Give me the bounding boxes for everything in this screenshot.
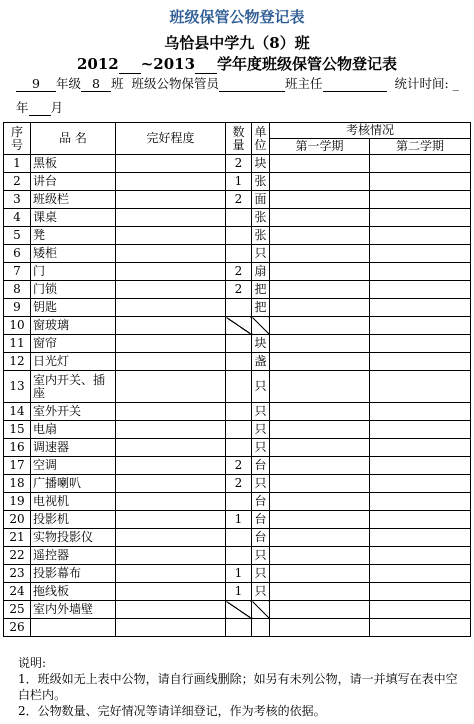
table-row (4, 209, 471, 227)
row-term1 (270, 421, 370, 439)
row-unit: 只 (252, 475, 270, 493)
table-row (4, 601, 471, 619)
table-row (4, 353, 471, 371)
row-condition (116, 439, 226, 457)
row-term1 (270, 227, 370, 245)
row-qty (226, 529, 252, 547)
row-term2 (370, 403, 471, 421)
row-no: 20 (4, 511, 31, 529)
notes-heading: 说明: (18, 656, 47, 670)
row-term1 (270, 245, 370, 263)
grade-label: 年级 (56, 76, 82, 91)
stat-label: 统计时间: _ (394, 76, 459, 91)
row-qty: 1 (226, 565, 252, 583)
table-row (4, 403, 471, 421)
header-qty: 数量 (226, 123, 252, 155)
row-unit: 只 (252, 421, 270, 439)
row-qty (226, 299, 252, 317)
row-unit: 只 (252, 245, 270, 263)
row-no: 21 (4, 529, 31, 547)
row-no: 22 (4, 547, 31, 565)
row-name: 矮柜 (31, 245, 116, 263)
row-term1 (270, 281, 370, 299)
row-qty (226, 421, 252, 439)
row-qty: 2 (226, 155, 252, 173)
table-row (4, 245, 471, 263)
row-condition (116, 403, 226, 421)
row-unit (252, 601, 270, 619)
row-qty (226, 353, 252, 371)
school-class-title: 乌恰县中学九（8）班 (164, 34, 310, 52)
table-row (4, 457, 471, 475)
row-term2 (370, 191, 471, 209)
row-term1 (270, 529, 370, 547)
teacher-blank (323, 76, 387, 92)
row-name: 日光灯 (31, 353, 116, 371)
row-name: 室外开关 (31, 403, 116, 421)
document-title: 班级保管公物登记表 (169, 8, 305, 26)
row-term2 (370, 335, 471, 353)
table-row (4, 475, 471, 493)
row-qty (226, 209, 252, 227)
row-no: 19 (4, 493, 31, 511)
row-term2 (370, 317, 471, 335)
row-no: 23 (4, 565, 31, 583)
row-condition (116, 191, 226, 209)
row-qty (226, 547, 252, 565)
row-no: 3 (4, 191, 31, 209)
table-row (4, 439, 471, 457)
row-qty: 1 (226, 583, 252, 601)
row-term2 (370, 547, 471, 565)
table-row (4, 227, 471, 245)
row-term1 (270, 475, 370, 493)
table-row (4, 529, 471, 547)
row-qty: 1 (226, 511, 252, 529)
table-row (4, 493, 471, 511)
row-no: 2 (4, 173, 31, 191)
row-name: 拖线板 (31, 583, 116, 601)
row-term1 (270, 547, 370, 565)
row-term1 (270, 619, 370, 637)
class-label: 班 (111, 76, 124, 91)
row-term1 (270, 209, 370, 227)
row-name: 遥控器 (31, 547, 116, 565)
table-row (4, 191, 471, 209)
year-blank-1 (119, 55, 141, 74)
row-unit: 只 (252, 403, 270, 421)
row-condition (116, 511, 226, 529)
row-term1 (270, 601, 370, 619)
header-no: 序号 (4, 123, 31, 155)
table-row (4, 583, 471, 601)
row-unit: 只 (252, 583, 270, 601)
row-term2 (370, 601, 471, 619)
row-no: 26 (4, 619, 31, 637)
row-condition (116, 493, 226, 511)
table-row (4, 335, 471, 353)
row-name: 实物投影仪 (31, 529, 116, 547)
row-name: 电视机 (31, 493, 116, 511)
row-qty (226, 317, 252, 335)
year-end: 2013 (153, 55, 196, 73)
table-row (4, 155, 471, 173)
row-term1 (270, 565, 370, 583)
row-unit: 只 (252, 565, 270, 583)
row-term2 (370, 209, 471, 227)
row-condition (116, 173, 226, 191)
row-term1 (270, 263, 370, 281)
row-condition (116, 601, 226, 619)
register-title-suffix: 学年度班级保管公物登记表 (217, 55, 398, 73)
note-item-2: 2．公物数量、完好情况等请详细登记，作为考核的依据。 (18, 704, 326, 718)
table-row (4, 317, 471, 335)
row-condition (116, 209, 226, 227)
year-start: 2012 (76, 55, 119, 73)
row-no: 7 (4, 263, 31, 281)
row-term2 (370, 299, 471, 317)
row-unit: 只 (252, 439, 270, 457)
row-term1 (270, 439, 370, 457)
row-no: 5 (4, 227, 31, 245)
row-name: 调速器 (31, 439, 116, 457)
table-row (4, 619, 471, 637)
row-unit: 张 (252, 227, 270, 245)
row-unit: 张 (252, 209, 270, 227)
row-name: 凳 (31, 227, 116, 245)
row-no: 1 (4, 155, 31, 173)
row-no: 11 (4, 335, 31, 353)
row-condition (116, 317, 226, 335)
row-qty: 2 (226, 263, 252, 281)
row-condition (116, 353, 226, 371)
header-condition: 完好程度 (116, 123, 226, 155)
row-term2 (370, 353, 471, 371)
row-unit: 张 (252, 173, 270, 191)
row-qty (226, 371, 252, 403)
row-no: 8 (4, 281, 31, 299)
row-no: 14 (4, 403, 31, 421)
header-check: 考核情况 (270, 123, 471, 139)
table-row (4, 421, 471, 439)
row-unit: 把 (252, 299, 270, 317)
row-term2 (370, 493, 471, 511)
header-name: 品 名 (31, 123, 116, 155)
row-unit: 盏 (252, 353, 270, 371)
table-row (4, 299, 471, 317)
row-no: 6 (4, 245, 31, 263)
row-condition (116, 263, 226, 281)
row-term1 (270, 493, 370, 511)
row-condition (116, 421, 226, 439)
year-label: 年 (16, 100, 29, 115)
row-qty: 2 (226, 457, 252, 475)
row-term2 (370, 281, 471, 299)
row-qty: 2 (226, 475, 252, 493)
row-unit (252, 317, 270, 335)
note-item-1: 1．班级如无上表中公物，请自行画线删除；如另有未列公物，请一并填写在表中空白栏内。 (18, 672, 458, 702)
row-term1 (270, 457, 370, 475)
row-condition (116, 457, 226, 475)
row-unit: 台 (252, 511, 270, 529)
row-term2 (370, 155, 471, 173)
row-name: 室内外墙壁 (31, 601, 116, 619)
row-condition (116, 619, 226, 637)
row-no: 24 (4, 583, 31, 601)
year-separator: ~ (140, 55, 154, 73)
grade-value: 9 (16, 76, 56, 92)
row-name: 门锁 (31, 281, 116, 299)
row-name (31, 619, 116, 637)
row-qty (226, 403, 252, 421)
row-name: 班级栏 (31, 191, 116, 209)
header-term1: 第一学期 (270, 139, 370, 155)
row-term1 (270, 403, 370, 421)
row-no: 9 (4, 299, 31, 317)
row-name: 投影机 (31, 511, 116, 529)
teacher-label: 班主任 (285, 76, 323, 91)
row-term1 (270, 511, 370, 529)
row-no: 25 (4, 601, 31, 619)
row-condition (116, 227, 226, 245)
row-term2 (370, 227, 471, 245)
row-name: 室内开关、插座 (31, 371, 116, 403)
row-qty: 1 (226, 173, 252, 191)
row-unit (252, 619, 270, 637)
row-condition (116, 281, 226, 299)
row-qty (226, 439, 252, 457)
row-no: 13 (4, 371, 31, 403)
row-term2 (370, 173, 471, 191)
row-qty (226, 493, 252, 511)
row-qty (226, 335, 252, 353)
table-row (4, 565, 471, 583)
row-name: 黑板 (31, 155, 116, 173)
row-condition (116, 335, 226, 353)
row-unit: 块 (252, 155, 270, 173)
row-unit: 只 (252, 547, 270, 565)
row-unit: 台 (252, 529, 270, 547)
row-term2 (370, 245, 471, 263)
row-term2 (370, 371, 471, 403)
header-term2: 第二学期 (370, 139, 471, 155)
row-name: 门 (31, 263, 116, 281)
header-unit: 单位 (252, 123, 270, 155)
info-line-date (16, 98, 63, 116)
row-term2 (370, 565, 471, 583)
row-term1 (270, 353, 370, 371)
row-qty (226, 619, 252, 637)
table-row (4, 547, 471, 565)
table-row (4, 263, 471, 281)
table-row (4, 511, 471, 529)
row-term2 (370, 457, 471, 475)
row-term1 (270, 155, 370, 173)
row-qty (226, 227, 252, 245)
row-term1 (270, 371, 370, 403)
table-row (4, 371, 471, 403)
row-name: 讲台 (31, 173, 116, 191)
row-term2 (370, 619, 471, 637)
row-no: 10 (4, 317, 31, 335)
class-value: 8 (81, 76, 111, 92)
register-title (0, 53, 474, 74)
row-unit: 台 (252, 493, 270, 511)
row-unit: 把 (252, 281, 270, 299)
row-condition (116, 475, 226, 493)
row-term1 (270, 335, 370, 353)
row-unit: 块 (252, 335, 270, 353)
row-condition (116, 583, 226, 601)
row-term1 (270, 317, 370, 335)
row-no: 15 (4, 421, 31, 439)
row-no: 16 (4, 439, 31, 457)
table-row (4, 173, 471, 191)
row-name: 投影幕布 (31, 565, 116, 583)
row-qty (226, 601, 252, 619)
row-no: 12 (4, 353, 31, 371)
year-blank-2 (195, 55, 217, 74)
row-term1 (270, 191, 370, 209)
row-condition (116, 371, 226, 403)
row-unit: 面 (252, 191, 270, 209)
row-term2 (370, 263, 471, 281)
info-line (16, 74, 470, 92)
row-name: 空调 (31, 457, 116, 475)
row-unit: 扇 (252, 263, 270, 281)
row-term2 (370, 511, 471, 529)
row-qty: 2 (226, 281, 252, 299)
month-blank (29, 100, 51, 116)
row-no: 4 (4, 209, 31, 227)
row-term2 (370, 529, 471, 547)
row-no: 17 (4, 457, 31, 475)
row-condition (116, 565, 226, 583)
row-name: 课桌 (31, 209, 116, 227)
row-term1 (270, 583, 370, 601)
month-label: 月 (50, 100, 64, 115)
row-condition (116, 547, 226, 565)
row-condition (116, 299, 226, 317)
row-term1 (270, 173, 370, 191)
register-table (3, 122, 471, 637)
row-name: 窗帘 (31, 335, 116, 353)
table-row (4, 281, 471, 299)
keeper-label: 班级公物保管员 (131, 76, 219, 91)
row-name: 电扇 (31, 421, 116, 439)
row-condition (116, 529, 226, 547)
row-term2 (370, 583, 471, 601)
notes (18, 655, 458, 719)
row-name: 窗玻璃 (31, 317, 116, 335)
row-term2 (370, 475, 471, 493)
keeper-blank (219, 76, 285, 92)
row-condition (116, 155, 226, 173)
row-unit: 只 (252, 371, 270, 403)
row-term2 (370, 439, 471, 457)
row-name: 广播喇叭 (31, 475, 116, 493)
row-unit: 台 (252, 457, 270, 475)
row-qty (226, 245, 252, 263)
row-condition (116, 245, 226, 263)
row-term2 (370, 421, 471, 439)
row-no: 18 (4, 475, 31, 493)
row-name: 钥匙 (31, 299, 116, 317)
row-qty: 2 (226, 191, 252, 209)
row-term1 (270, 299, 370, 317)
